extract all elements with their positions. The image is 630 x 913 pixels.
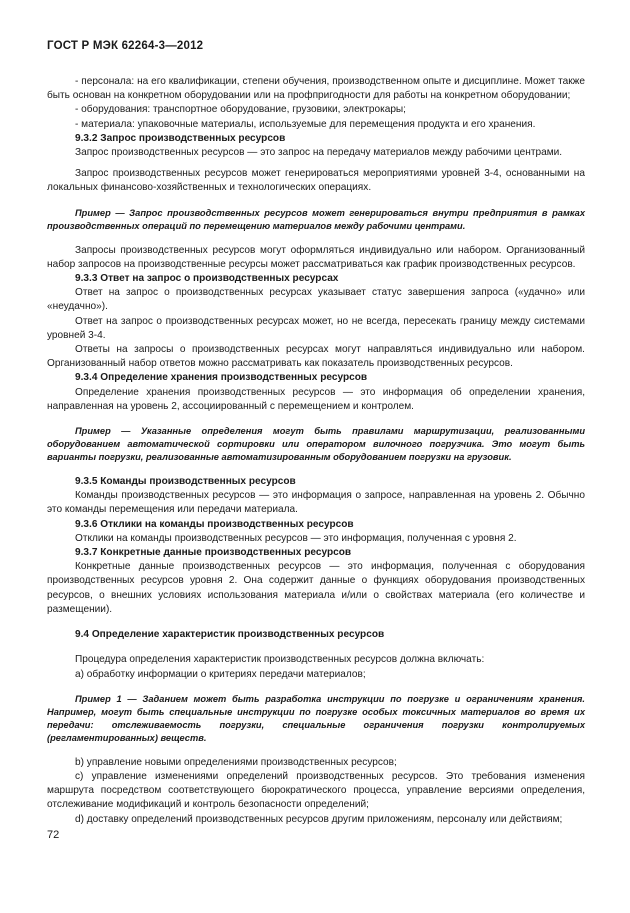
- paragraph: - материала: упаковочные материалы, используемые для перемещения продукта и его хранения.: [75, 118, 536, 130]
- paragraph: Отклики на команды производственных ресурсов — это информация, полученная с уровня 2.: [75, 532, 517, 544]
- document-body: [47, 75, 585, 827]
- section-heading-9-3-6: 9.3.6 Отклики на команды производственных ресурсов: [75, 518, 354, 530]
- paragraph: Ответ на запрос о производственных ресурсах может, но не всегда, пересекать границу между системами уровней 3-4.: [47, 315, 585, 341]
- section-heading-9-3-3: 9.3.3 Ответ на запрос о производственных ресурсах: [75, 273, 339, 285]
- example-note: Пример 1 — Заданием может быть разработка инструкции по погрузке и ограничениям хранения. Например, могут быть специальные инструкции по погрузке особых токсичных материалов во время их передачи: отслеживаемость погрузки, специальные ограничения погрузки контролируемых (регламентированных) веществ.: [47, 693, 585, 743]
- paragraph: Команды производственных ресурсов — это информация о запросе, направленная на уровень 2. Обычно это команды перемещения или передачи материала.: [47, 490, 585, 516]
- list-item-c: с) управление изменениями определений производственных ресурсов. Это требования изменения маршрута посредством соответствующего бюрократического процесса, управление версиями определения, отслеживание модификаций и контроль безопасности определений;: [47, 770, 585, 811]
- paragraph: Запросы производственных ресурсов могут оформляться индивидуально или набором. Организованный набор запросов на производственные ресурсы может рассматриваться как график производственных ресурсов.: [47, 244, 585, 270]
- section-heading-9-3-4: 9.3.4 Определение хранения производственных ресурсов: [75, 372, 368, 384]
- paragraph: Запрос производственных ресурсов — это запрос на передачу материалов между рабочими центрами.: [75, 147, 563, 159]
- paragraph: Конкретные данные производственных ресурсов — это информация, полученная с оборудования производственных ресурсов уровня 2. Она содержит данные о функциях оборудования производственных ресурсов, о внешних условиях использования материала и/или о свойствах материала (его количестве и размещении).: [47, 561, 585, 615]
- document-header: ГОСТ Р МЭК 62264-3—2012: [47, 40, 204, 52]
- list-item-d: d) доставку определений производственных ресурсов другим приложениям, персоналу или действиям;: [75, 813, 563, 825]
- paragraph: Ответы на запросы о производственных ресурсах могут направляться индивидуально или набором. Организованный набор ответов можно рассматривать как показатель производственных ресурсов.: [47, 344, 585, 370]
- paragraph: Запрос производственных ресурсов может генерироваться мероприятиями уровней 3-4, основанными на локальных финансово-хозяйственных и технологических операциях.: [47, 168, 585, 194]
- paragraph: Процедура определения характеристик производственных ресурсов должна включать:: [75, 654, 485, 666]
- section-heading-9-3-7: 9.3.7 Конкретные данные производственных ресурсов: [75, 547, 352, 559]
- list-item-a: а) обработку информации о критериях передачи материалов;: [75, 668, 366, 680]
- example-note: Пример — Указанные определения могут быть правилами маршрутизации, реализованными оборудованием автоматической сортировки или оператором вилочного погрузчика. Это могут быть варианты погрузки, реализованные автоматизированным оборудованием погрузки на грузовик.: [47, 426, 585, 463]
- page-number: 72: [47, 829, 60, 841]
- list-item-b: b) управление новыми определениями производственных ресурсов;: [75, 756, 397, 768]
- example-note: Пример — Запрос производственных ресурсов может генерироваться внутри предприятия в рамках производственных операций по перемещению материалов между рабочими центрами.: [47, 207, 585, 231]
- section-heading-9-4: 9.4 Определение характеристик производственных ресурсов: [75, 629, 385, 641]
- paragraph: - оборудования: транспортное оборудование, грузовики, электрокары;: [75, 104, 406, 116]
- section-heading-9-3-5: 9.3.5 Команды производственных ресурсов: [75, 476, 296, 488]
- paragraph: Определение хранения производственных ресурсов — это информация об определении хранения, направленная на уровень 2, ассоциированный с перемещением и контролем.: [47, 386, 585, 412]
- section-heading-9-3-2: 9.3.2 Запрос производственных ресурсов: [75, 132, 286, 144]
- paragraph: - персонала: на его квалификации, степени обучения, производственном опыте и дисциплине. Может также быть основан на конкретном оборудовании или на профпригодности для работы на конкретном оборудовании;: [47, 76, 585, 102]
- paragraph: Ответ на запрос о производственных ресурсах указывает статус завершения запроса («удачно» или «неудачно»).: [47, 287, 585, 313]
